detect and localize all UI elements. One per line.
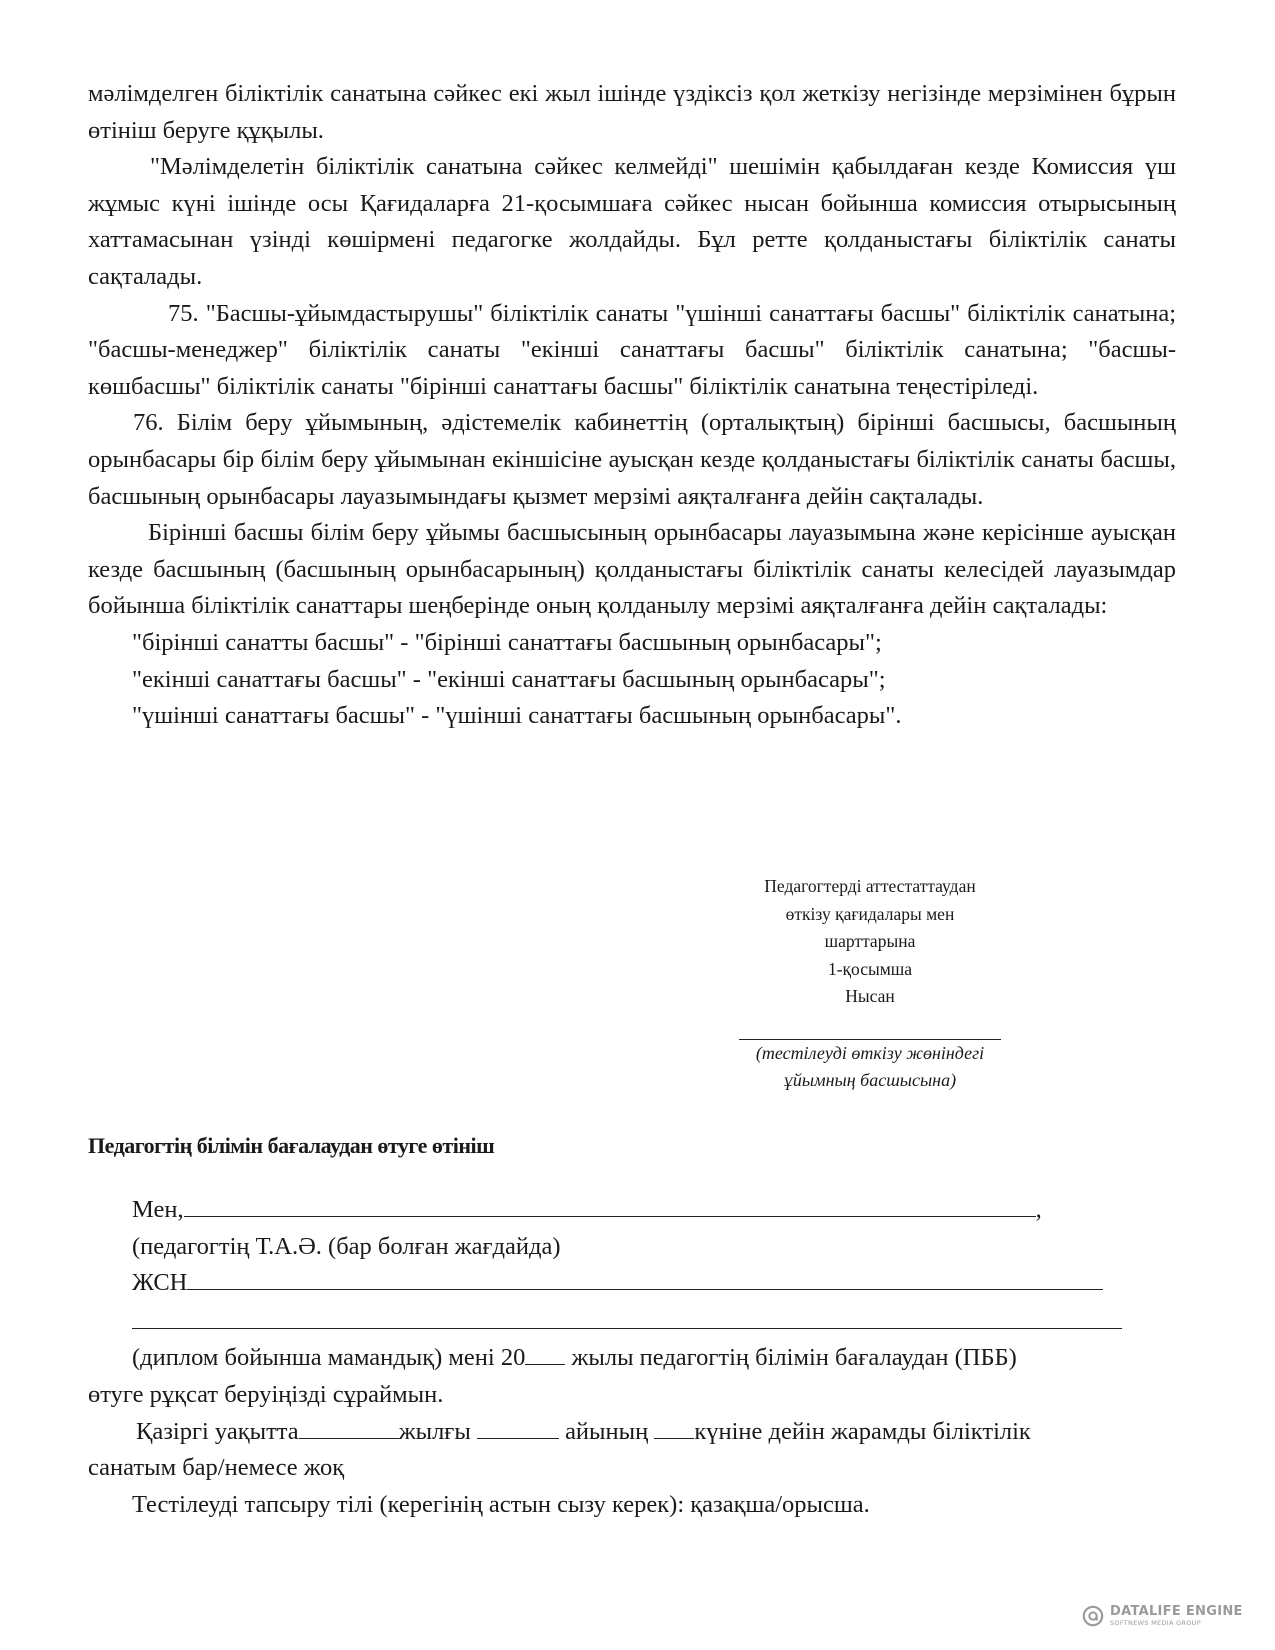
appendix-line: 1-қосымша xyxy=(827,958,913,979)
appendix-line: шарттарына xyxy=(824,931,916,952)
year-blank xyxy=(525,1344,565,1365)
paragraph-75: 75. "Басшы-ұйымдастырушы" біліктілік санаты "үшінші санаттағы басшы" біліктілік санатына; "басшы-менеджер" біліктілік санаты "екінші санаттағы басшы" біліктілік санатына; "басшы-көшбасшы" біліктілік санаты "бірінші санаттағы басшы" біліктілік санатына теңестіріледі. xyxy=(88,299,1176,400)
watermark xyxy=(1082,1605,1243,1627)
addressee-hint: (тестілеуді өткізу жөніндегі xyxy=(755,1042,985,1063)
request-line-2: өтуге рұқсат беруіңізді сұраймын. xyxy=(88,1380,444,1408)
list-item: "бірінші санатты басшы" - "бірінші санаттағы басшының орынбасары"; xyxy=(132,628,882,656)
watermark-title: DATALIFE ENGINE xyxy=(1110,1604,1243,1619)
appendix-header xyxy=(730,873,1010,1094)
test-language-line: Тестілеуді тапсыру тілі (керегінің астын сызу керек): қазақша/орысша. xyxy=(132,1490,870,1518)
name-field-row xyxy=(88,1192,1183,1229)
current-text: Қазіргі уақытта xyxy=(136,1417,299,1445)
year-until-blank xyxy=(299,1418,399,1439)
application-form xyxy=(88,1192,1183,1523)
current-category-line xyxy=(88,1414,1183,1451)
form-label: Нысан xyxy=(845,986,895,1007)
list-item: "екінші санаттағы басшы" - "екінші санаттағы басшының орынбасары"; xyxy=(132,665,886,693)
appendix-line: Педагогтерді аттестаттаудан xyxy=(764,876,976,896)
form-title: Педагогтің білімін бағалаудан өтуге өтініш xyxy=(88,1133,495,1158)
iin-label: ЖСН xyxy=(132,1269,188,1297)
watermark-subtitle: SOFTNEWS MEDIA GROUP xyxy=(1110,1619,1201,1627)
current-text: жылғы xyxy=(398,1417,471,1445)
request-text: (диплом бойынша мамандық) мені 20 xyxy=(132,1344,526,1372)
document-body xyxy=(88,76,1176,735)
iin-field-row xyxy=(88,1265,1183,1302)
name-hint: (педагогтің Т.А.Ә. (бар болған жағдайда) xyxy=(132,1232,561,1260)
month-blank xyxy=(477,1418,559,1439)
specialty-field-row xyxy=(88,1304,1183,1341)
paragraph-early-application: мәлімделген біліктілік санатына сәйкес екі жыл ішінде үздіксіз қол жеткізу негізінде мерзімінен бұрын өтініш беруге құқылы. xyxy=(88,80,1176,144)
specialty-blank xyxy=(132,1308,1122,1329)
request-line xyxy=(88,1340,1183,1377)
current-category-line-2: санатым бар/немесе жоқ xyxy=(88,1454,345,1482)
iin-blank xyxy=(187,1269,1103,1290)
current-text: күніне дейін жарамды біліктілік xyxy=(694,1417,1031,1445)
paragraph-first-head-transfer: Бірінші басшы білім беру ұйымы басшысының орынбасары лауазымына және керісінше ауысқан кезде басшының (басшының орынбасарының) қолданыстағы біліктілік санаты келесідей лауазымдар бойынша біліктілік санаттары шеңберінде оның қолданылу мерзімі аяқталғанға дейін сақталады: xyxy=(88,519,1176,620)
day-blank xyxy=(654,1418,694,1439)
list-item: "үшінші санаттағы басшы" - "үшінші санаттағы басшының орынбасары". xyxy=(132,702,902,730)
me-label: Мен, xyxy=(132,1196,184,1223)
name-blank xyxy=(184,1196,1036,1217)
addressee-hint: ұйымның басшысына) xyxy=(783,1069,957,1090)
comma: , xyxy=(1035,1196,1042,1223)
request-text: жылы педагогтің білімін бағалаудан (ПББ) xyxy=(565,1344,1017,1372)
appendix-line: өткізу қағидалары мен xyxy=(785,903,955,924)
paragraph-76: 76. Білім беру ұйымының, әдістемелік кабинеттің (орталықтың) бірінші басшысы, басшының орынбасары бір білім беру ұйымынан екіншісіне ауысқан кезде қолданыстағы біліктілік санаты басшы, басшының орынбасары лауазымындағы қызмет мерзімі аяқталғанға дейін сақталады. xyxy=(88,409,1176,510)
datalife-logo-icon xyxy=(1082,1605,1104,1627)
current-text: айының xyxy=(558,1417,655,1445)
paragraph-commission-decision: "Мәлімделетін біліктілік санатына сәйкес келмейді" шешімін қабылдаған кезде Комиссия үш жұмыс күні ішінде осы Қағидаларға 21-қосымшаға сәйкес нысан бойынша комиссия отырысының хаттамасынан үзінді көшірмені педагогке жолдайды. Бұл ретте қолданыстағы біліктілік санаты сақталады. xyxy=(88,153,1176,290)
